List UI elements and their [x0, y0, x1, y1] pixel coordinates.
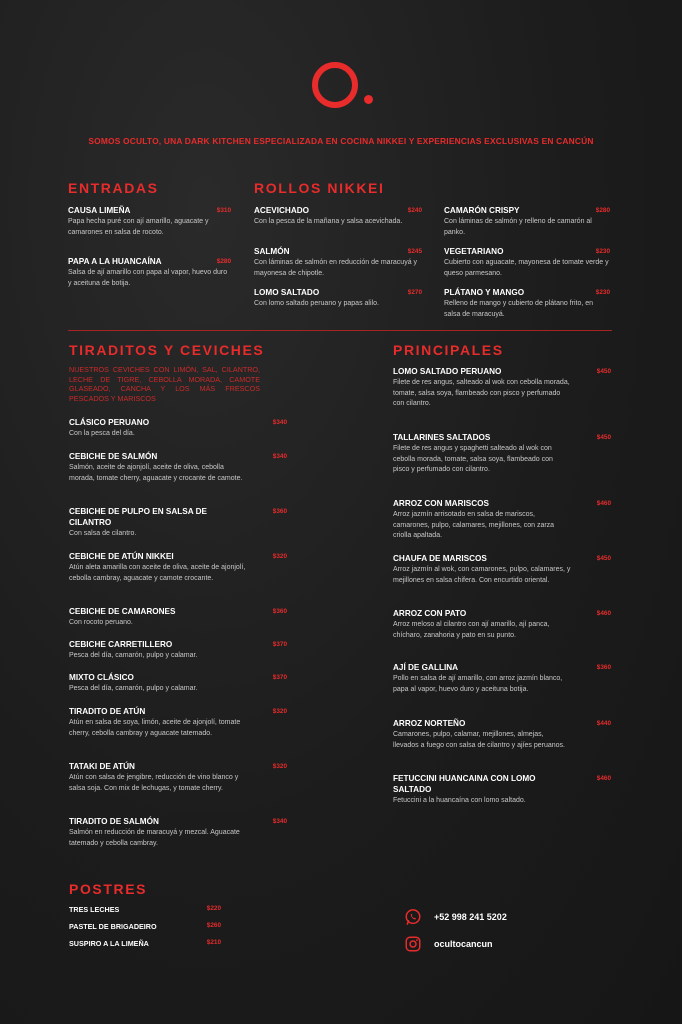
- logo: [312, 62, 372, 108]
- logo-ring: [312, 62, 358, 108]
- item-price: $440: [596, 720, 611, 727]
- item-desc: Atún con salsa de jengibre, reducción de vino blanco y salsa soja. Con mix de lechugas, y tomate cherry.: [69, 774, 239, 792]
- item-desc: Arroz jazmín al wok, con camarones, pulpo, calamares, y mejillones en salsa chifera. Con encurtido oriental.: [393, 566, 571, 584]
- item-desc: Fetuccini a la huancaína con lomo saltado.: [393, 797, 526, 804]
- item-price: $460: [596, 610, 611, 617]
- item-name: MIXTO CLÁSICO: [69, 673, 134, 682]
- item-desc: Pesca del día, camarón, pulpo y calamar.: [69, 652, 198, 659]
- item-desc: Con láminas de salmón en reducción de maracuyá y mayonesa de chipotle.: [254, 259, 418, 277]
- item-desc: Con la pesca del día.: [69, 430, 135, 437]
- item-desc: Atún en salsa de soya, limón, aceite de ajonjolí, tomate cherry, cebolla cambray y aguacate tatemado.: [69, 719, 241, 737]
- dessert-price: $220: [206, 905, 221, 912]
- item-desc: Con salsa de cilantro.: [69, 530, 137, 537]
- dessert-price: $260: [206, 922, 221, 929]
- item-name: CHAUFA DE MARISCOS: [393, 554, 487, 563]
- menu-item: [69, 551, 287, 584]
- item-price: $460: [596, 500, 611, 507]
- contact-phone[interactable]: [404, 908, 507, 926]
- menu-item: [69, 451, 287, 484]
- item-name: CAMARÓN CRISPY: [444, 206, 520, 215]
- item-desc: Atún aleta amarilla con aceite de oliva, aceite de ajonjolí, cebolla cambray, aguacate y camote crocante.: [69, 564, 246, 582]
- item-price: $240: [407, 207, 422, 214]
- item-price: $230: [595, 289, 610, 296]
- item-price: $370: [272, 641, 287, 648]
- item-price: $360: [596, 664, 611, 671]
- menu-item: [393, 662, 611, 695]
- item-name: ARROZ NORTEÑO: [393, 719, 466, 728]
- ceviche-note: NUESTROS CEVICHES CON LIMÓN, SAL, CILANTRO, LECHE DE TIGRE, CEBOLLA MORADA, CAMOTE GLASEADO, CANCHA Y LOS MÁS FRESCOS PESCADOS Y MARISCOS: [69, 365, 260, 403]
- principales-heading: PRINCIPALES: [393, 342, 504, 358]
- dessert-item: [69, 922, 221, 931]
- item-price: $450: [596, 434, 611, 441]
- item-name: CLÁSICO PERUANO: [69, 418, 150, 427]
- contact-instagram[interactable]: [404, 935, 493, 953]
- item-name: FETUCCINI HUANCAINA CON LOMO SALTADO: [393, 774, 536, 794]
- dessert-name: TRES LECHES: [69, 905, 120, 914]
- item-name: ARROZ CON PATO: [393, 609, 467, 618]
- item-desc: Filete de res angus, salteado al wok con cebolla morada, tomate, salsa soya, flambeado con pisco y perfumado con cilantro.: [393, 379, 570, 408]
- menu-item: [393, 553, 611, 586]
- item-desc: Con láminas de salmón y relleno de camarón al panko.: [444, 218, 592, 236]
- dessert-name: PASTEL DE BRIGADEIRO: [69, 922, 157, 931]
- menu-item: [69, 417, 287, 440]
- item-price: $340: [272, 453, 287, 460]
- item-price: $320: [272, 763, 287, 770]
- item-name: CEBICHE DE SALMÓN: [69, 452, 158, 461]
- item-desc: Cubierto con aguacate, mayonesa de tomate verde y queso parmesano.: [444, 259, 609, 277]
- item-price: $320: [272, 553, 287, 560]
- phone-number: +52 998 241 5202: [434, 912, 507, 922]
- item-desc: Con la pesca de la mañana y salsa acevichada.: [254, 218, 403, 225]
- item-desc: Filete de res angus y spaghetti salteado al wok con cebolla morada, tomate, salsa soya, flambeado con pisco y perfumado con cilantro.: [393, 445, 553, 474]
- menu-item: [393, 608, 611, 641]
- item-price: $340: [272, 818, 287, 825]
- menu-item: [69, 706, 287, 739]
- instagram-icon: [404, 935, 422, 953]
- dessert-name: SUSPIRO A LA LIMEÑA: [69, 939, 149, 948]
- item-desc: Arroz meloso al cilantro con ají amarillo, ají panca, chícharo, zanahoria y pato en su punto.: [393, 621, 550, 639]
- tagline: SOMOS OCULTO, UNA DARK KITCHEN ESPECIALIZADA EN COCINA NIKKEI Y EXPERIENCIAS EXCLUSIVAS EN CANCÚN: [88, 136, 594, 146]
- menu-item: [393, 366, 611, 410]
- item-name: AJÍ DE GALLINA: [393, 663, 459, 672]
- item-name: CEBICHE DE PULPO EN SALSA DE CILANTRO: [69, 507, 207, 527]
- menu-item: [69, 761, 287, 794]
- item-desc: Salsa de ají amarillo con papa al vapor, huevo duro y aceituna de botija.: [68, 269, 228, 287]
- menu-item: [393, 718, 611, 751]
- item-price: $460: [596, 775, 611, 782]
- item-desc: Salmón, aceite de ajonjolí, aceite de oliva, cebolla morada, tomate cherry, aguacate y crocante de camote.: [69, 464, 243, 482]
- item-price: $230: [595, 248, 610, 255]
- dessert-item: [69, 939, 221, 948]
- item-desc: Relleno de mango y cubierto de plátano frito, en salsa de maracuyá.: [444, 300, 594, 318]
- dessert-price: $210: [206, 939, 221, 946]
- item-desc: Arroz jazmín arrisotado en salsa de mariscos, camarones, pulpo, calamares, mejillones, con zarza criolla apaltada.: [393, 511, 555, 540]
- item-desc: Pollo en salsa de ají amarillo, con arroz jazmín blanco, papa al vapor, huevo duro y aceituna botija.: [393, 675, 563, 693]
- entradas-heading: ENTRADAS: [68, 180, 159, 196]
- item-price: $370: [272, 674, 287, 681]
- item-price: $320: [272, 708, 287, 715]
- menu-item: [69, 816, 287, 849]
- item-desc: Camarones, pulpo, calamar, mejillones, almejas, llevados a fuego con salsa de cilantro y ajíes peruanos.: [393, 731, 565, 749]
- menu-item: [69, 506, 287, 540]
- menu-item: [393, 773, 611, 807]
- item-price: $245: [407, 248, 422, 255]
- item-price: $360: [272, 608, 287, 615]
- item-name: TATAKI DE ATÚN: [69, 762, 135, 771]
- item-name: TIRADITO DE SALMÓN: [69, 817, 159, 826]
- item-price: $340: [272, 419, 287, 426]
- menu-item: [444, 287, 610, 320]
- logo-dot: [364, 95, 373, 104]
- menu-item: [68, 205, 231, 238]
- menu-item: [69, 606, 287, 629]
- item-price: $360: [272, 508, 287, 515]
- postres-heading: POSTRES: [69, 881, 148, 897]
- item-name: CEBICHE DE ATÚN NIKKEI: [69, 552, 174, 561]
- tiraditos-heading: TIRADITOS Y CEVICHES: [69, 342, 265, 358]
- menu-item: [68, 256, 231, 289]
- menu-item: [69, 639, 287, 662]
- menu-item: [254, 246, 422, 279]
- item-name: ACEVICHADO: [254, 206, 310, 215]
- item-desc: Papa hecha puré con ají amarillo, aguacate y camarones en salsa de rocoto.: [68, 218, 209, 236]
- menu-item: [254, 287, 422, 310]
- rollos-heading: ROLLOS NIKKEI: [254, 180, 385, 196]
- dessert-item: [69, 905, 221, 914]
- item-name: LOMO SALTADO PERUANO: [393, 367, 502, 376]
- item-desc: Pesca del día, camarón, pulpo y calamar.: [69, 685, 198, 692]
- item-name: PAPA A LA HUANCAÍNA: [68, 257, 162, 266]
- menu-item: [444, 246, 610, 279]
- item-name: CEBICHE CARRETILLERO: [69, 640, 173, 649]
- item-name: ARROZ CON MARISCOS: [393, 499, 489, 508]
- menu-item: [69, 672, 287, 695]
- item-name: LOMO SALTADO: [254, 288, 320, 297]
- item-name: TALLARINES SALTADOS: [393, 433, 491, 442]
- item-name: VEGETARIANO: [444, 247, 504, 256]
- whatsapp-icon: [404, 908, 422, 926]
- item-desc: Salmón en reducción de maracuyá y mezcal. Aguacate tatemado y cebolla cambray.: [69, 829, 240, 847]
- item-name: CEBICHE DE CAMARONES: [69, 607, 176, 616]
- item-price: $450: [596, 555, 611, 562]
- section-divider: [68, 330, 612, 331]
- instagram-handle: ocultocancun: [434, 939, 493, 949]
- item-price: $270: [407, 289, 422, 296]
- item-name: CAUSA LIMEÑA: [68, 206, 131, 215]
- menu-item: [393, 498, 611, 542]
- item-name: TIRADITO DE ATÚN: [69, 707, 146, 716]
- menu-item: [444, 205, 610, 238]
- item-desc: Con lomo saltado peruano y papas alilo.: [254, 300, 379, 307]
- item-price: $280: [595, 207, 610, 214]
- item-price: $280: [216, 258, 231, 265]
- item-desc: Con rocoto peruano.: [69, 619, 133, 626]
- item-price: $310: [216, 207, 231, 214]
- menu-item: [254, 205, 422, 228]
- item-name: SALMÓN: [254, 247, 290, 256]
- item-price: $450: [596, 368, 611, 375]
- menu-item: [393, 432, 611, 476]
- item-name: PLÁTANO Y MANGO: [444, 288, 525, 297]
